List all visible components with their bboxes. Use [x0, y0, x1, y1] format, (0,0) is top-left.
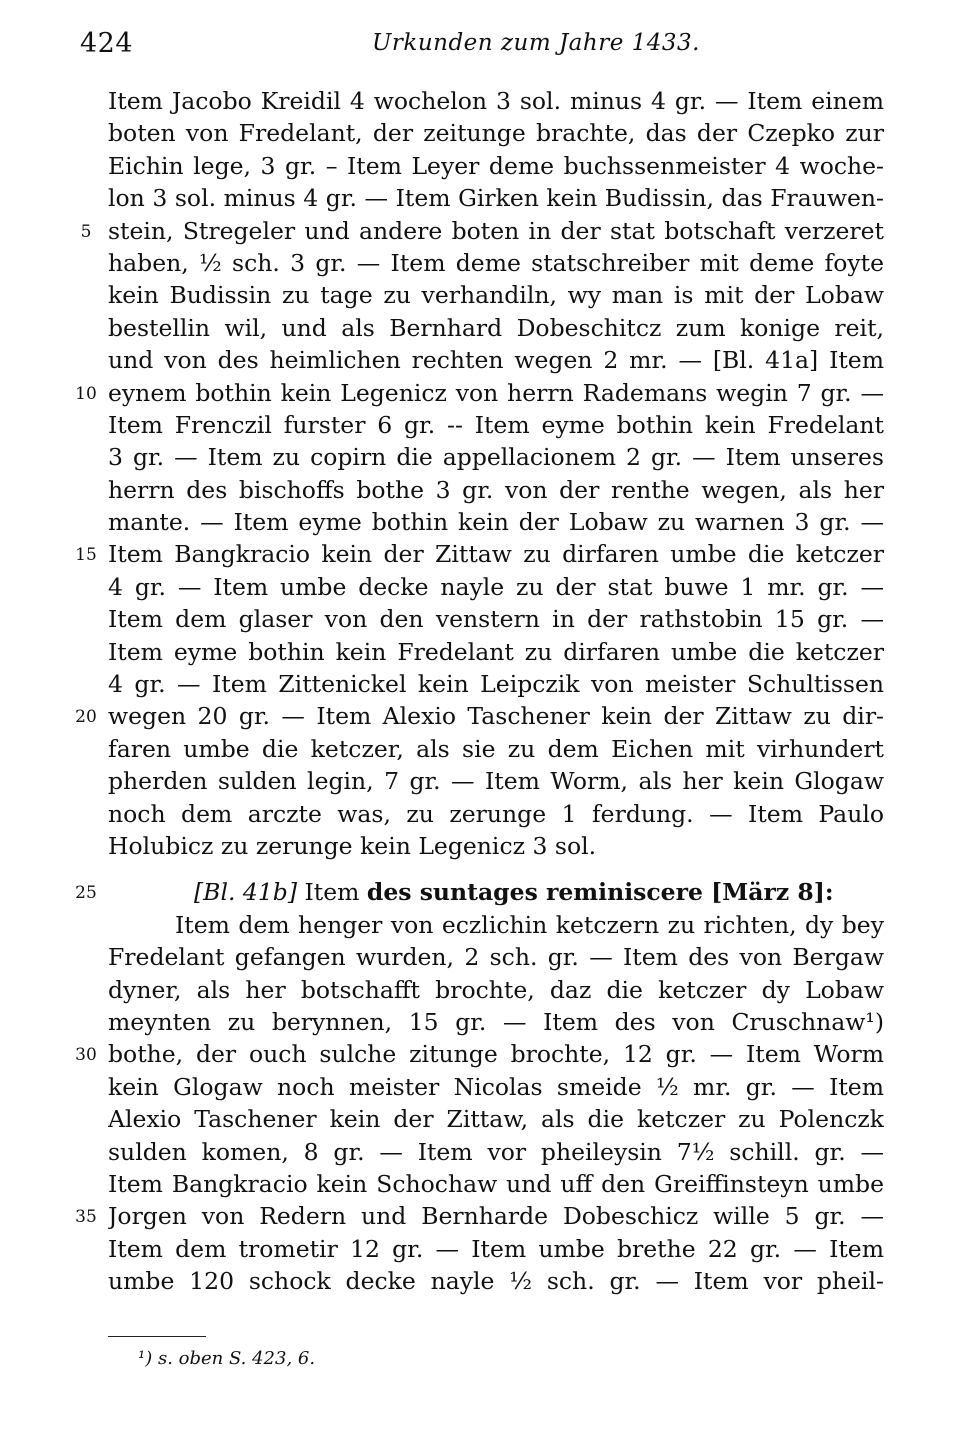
- line-text: kein Glogaw noch meister Nicolas smeide ½ mr. gr. — Item: [108, 1072, 884, 1101]
- line-text: Item dem glaser von den venstern in der rathstobin 15 gr. —: [108, 605, 884, 634]
- text-line: [0, 409, 960, 441]
- line-text: kein Budissin zu tage zu verhandiln, wy man is mit der Lobaw: [108, 281, 884, 310]
- text-line: [0, 344, 960, 376]
- line-text: Item dem henger von eczlichin ketczern zu richten, dy bey: [175, 910, 884, 939]
- text-line: [0, 1103, 960, 1135]
- line-number: 15: [75, 545, 97, 566]
- line-text: 4 gr. — Item Zittenickel kein Leipczik von meister Schultissen: [108, 670, 884, 699]
- line-text: 4 gr. — Item umbe decke nayle zu der stat buwe 1 mr. gr. —: [108, 572, 884, 601]
- text-line: [0, 941, 960, 973]
- line-text: herrn des bischoffs bothe 3 gr. von der renthe wegen, als her: [108, 475, 884, 504]
- text-line: [0, 247, 960, 279]
- text-line: [0, 182, 960, 214]
- text-line: [0, 1071, 960, 1103]
- line-text: umbe 120 schock decke nayle ½ sch. gr. — Item vor pheil-: [108, 1267, 884, 1296]
- line-text: Item Jacobo Kreidil 4 wochelon 3 sol. minus 4 gr. — Item einem: [108, 87, 884, 115]
- line-text: stein, Stregeler und andere boten in der stat botschaft verzeret: [108, 216, 884, 245]
- text-line: [0, 506, 960, 538]
- line-text: haben, ½ sch. 3 gr. — Item deme statschreiber mit deme foyte: [108, 248, 884, 277]
- text-line: [0, 1233, 960, 1265]
- text-line: [0, 636, 960, 668]
- line-text: Item eyme bothin kein Fredelant zu dirfaren umbe die ketczer: [108, 637, 884, 666]
- text-line: [0, 150, 960, 182]
- line-number: 35: [75, 1207, 97, 1228]
- text-line: [0, 441, 960, 473]
- running-head: Urkunden zum Jahre 1433.: [372, 30, 700, 56]
- line-text: Item Bangkracio kein Schochaw und uff den Greiffinsteyn umbe: [108, 1169, 884, 1198]
- line-text: Item Frenczil furster 6 gr. -- Item eyme bothin kein Fredelant: [108, 410, 884, 439]
- heading-text: [194, 876, 884, 908]
- main-text: [0, 85, 960, 1297]
- line-text: wegen 20 gr. — Item Alexio Taschener kein der Zittaw zu dir-: [108, 702, 884, 731]
- line-text: bothe, der ouch sulche zitunge brochte, 12 gr. — Item Worm: [108, 1040, 884, 1069]
- text-line: [0, 733, 960, 765]
- line-text: Item dem trometir 12 gr. — Item umbe brethe 22 gr. — Item: [108, 1234, 884, 1263]
- text-line: [0, 798, 960, 830]
- line-text: meynten zu berynnen, 15 gr. — Item des von Cruschnaw¹): [108, 1007, 884, 1036]
- text-line: [0, 668, 960, 700]
- text-line: [0, 1038, 960, 1070]
- line-text: Jorgen von Redern und Bernharde Dobeschicz wille 5 gr. —: [108, 1202, 884, 1231]
- text-line: [0, 571, 960, 603]
- text-line: [0, 474, 960, 506]
- line-text: Fredelant gefangen wurden, 2 sch. gr. — Item des von Bergaw: [108, 943, 884, 972]
- text-line: [0, 1265, 960, 1297]
- text-line: [0, 312, 960, 344]
- text-line: [0, 1136, 960, 1168]
- line-text: dyner, als her botschafft brochte, daz die ketczer dy Lobaw: [108, 975, 884, 1004]
- line-text: Item Bangkracio kein der Zittaw zu dirfaren umbe die ketczer: [108, 540, 884, 569]
- line-text: boten von Fredelant, der zeitunge brachte, das der Czepko zur: [108, 119, 884, 148]
- text-line: [0, 1200, 960, 1232]
- text-line: [0, 377, 960, 409]
- text-line: [0, 830, 960, 862]
- text-line: [0, 909, 960, 941]
- line-text: 3 gr. — Item zu copirn die appellacionem 2 gr. — Item unseres: [108, 443, 884, 472]
- line-text: pherden sulden legin, 7 gr. — Item Worm, als her kein Glogaw: [108, 767, 884, 796]
- line-text: und von des heimlichen rechten wegen 2 mr. — [Bl. 41a] Item: [108, 346, 884, 375]
- heading-item: Item: [304, 878, 360, 907]
- line-text: eynem bothin kein Legenicz von herrn Rademans wegin 7 gr. —: [108, 378, 884, 407]
- line-text: bestellin wil, und als Bernhard Dobeschitcz zum konige reit,: [108, 313, 884, 342]
- heading-title: des suntages reminiscere [März 8]:: [366, 878, 834, 907]
- text-line: [0, 215, 960, 247]
- line-number: 25: [75, 883, 97, 904]
- line-number: 30: [75, 1045, 97, 1066]
- line-text: sulden komen, 8 gr. — Item vor pheileysin 7½ schill. gr. —: [108, 1137, 884, 1166]
- text-line: [0, 700, 960, 732]
- text-line: [0, 1168, 960, 1200]
- line-text: Eichin lege, 3 gr. – Item Leyer deme buchssenmeister 4 woche-: [108, 151, 884, 180]
- text-line: [0, 765, 960, 797]
- footnote: ¹) s. oben S. 423, 6.: [138, 1348, 316, 1369]
- line-number: 20: [75, 707, 97, 728]
- text-line: [0, 974, 960, 1006]
- text-line: [0, 1006, 960, 1038]
- line-text: Holubicz zu zerunge kein Legenicz 3 sol.: [108, 831, 597, 860]
- line-text: noch dem arczte was, zu zerunge 1 ferdung. — Item Paulo: [108, 799, 884, 828]
- footnote-divider: [108, 1336, 206, 1337]
- text-line: [0, 85, 960, 117]
- page-number: 424: [80, 28, 134, 59]
- line-text: mante. — Item eyme bothin kein der Lobaw zu warnen 3 gr. —: [108, 508, 884, 537]
- folio-ref: [Bl. 41b]: [194, 878, 298, 907]
- text-line: [0, 117, 960, 149]
- line-text: faren umbe die ketczer, als sie zu dem Eichen mit virhundert: [108, 734, 884, 763]
- line-text: lon 3 sol. minus 4 gr. — Item Girken kein Budissin, das Frauwen-: [108, 184, 884, 213]
- line-text: Alexio Taschener kein der Zittaw, als die ketczer zu Polenczk: [108, 1105, 884, 1134]
- section-heading: [0, 876, 960, 908]
- text-line: [0, 279, 960, 311]
- text-line: [0, 538, 960, 570]
- line-number: 5: [80, 221, 92, 242]
- line-number: 10: [75, 383, 97, 404]
- text-line: [0, 603, 960, 635]
